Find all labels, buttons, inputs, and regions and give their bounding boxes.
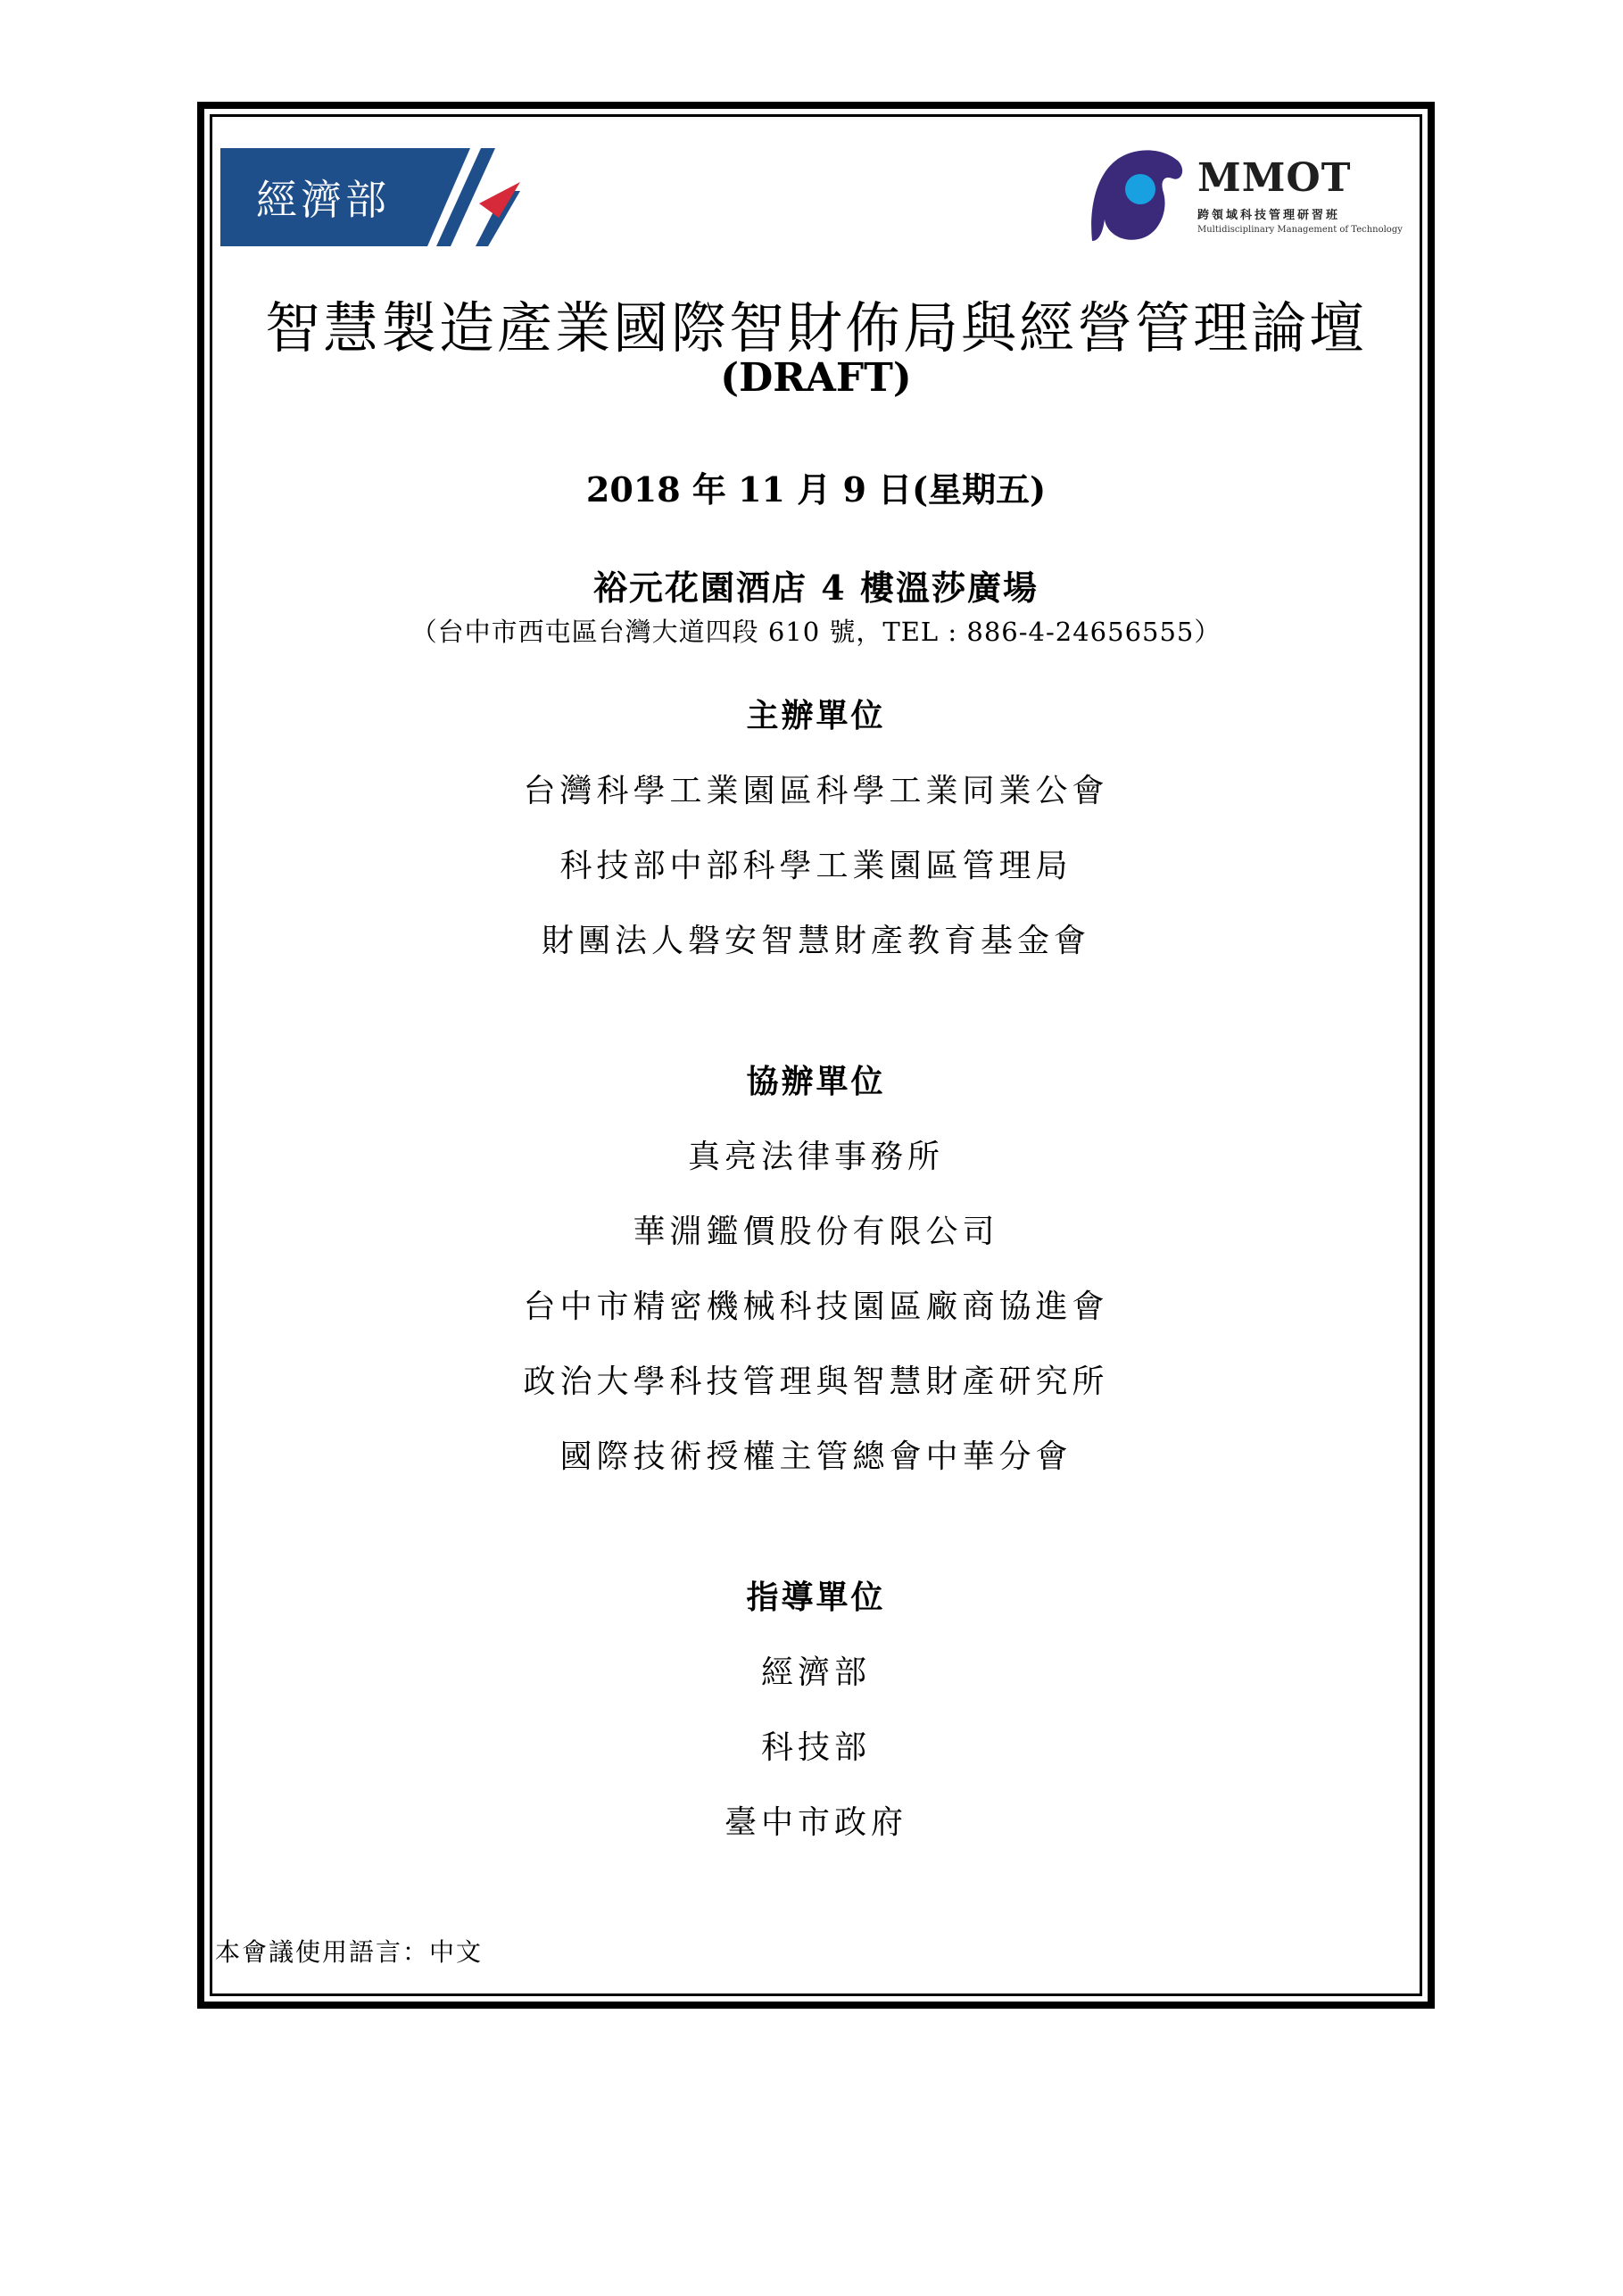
mmot-logo-title: MMOT	[1197, 155, 1352, 201]
moea-logo	[220, 148, 520, 246]
co-organizers-heading: 協辦單位	[746, 1063, 886, 1100]
co-organizer-item: 台中市精密機械科技園區廠商協進會	[523, 1289, 1109, 1325]
mmot-logo-mark	[1085, 143, 1192, 250]
organizer-item: 科技部中部科學工業園區管理局	[559, 848, 1072, 884]
draft-label: (DRAFT)	[720, 355, 912, 401]
organizer-item: 財團法人磐安智慧財產教育基金會	[541, 923, 1090, 959]
advisor-item: 科技部	[760, 1729, 871, 1766]
mmot-logo	[1085, 143, 1406, 250]
organizers-heading: 主辦單位	[746, 697, 886, 734]
mmot-logo-subtitle: 跨領域科技管理研習班	[1197, 209, 1341, 222]
venue-address: （台中市西屯區台灣大道四段 610 號，TEL : 886-4-24656555）	[410, 617, 1221, 647]
organizer-item: 台灣科學工業園區科學工業同業公會	[523, 773, 1109, 809]
mmot-logo-subtitle-en: Multidisciplinary Management of Technology	[1197, 225, 1403, 235]
co-organizer-item: 真亮法律事務所	[687, 1139, 944, 1175]
event-date: 2018 年 11 月 9 日(星期五)	[585, 469, 1047, 510]
moea-logo-text: 經濟部	[256, 176, 390, 224]
co-organizer-item: 政治大學科技管理與智慧財產研究所	[523, 1364, 1109, 1400]
forum-title: 智慧製造產業國際智財佈局與經營管理論壇	[264, 295, 1367, 361]
advisor-item: 臺中市政府	[724, 1804, 907, 1841]
advisor-item: 經濟部	[760, 1654, 871, 1691]
co-organizer-item: 華淵鑑價股份有限公司	[633, 1214, 999, 1250]
advisors-heading: 指導單位	[746, 1579, 886, 1616]
language-note: 本會議使用語言：中文	[215, 1937, 484, 1967]
event-venue: 裕元花園酒店 4 樓溫莎廣場	[593, 568, 1039, 608]
co-organizer-item: 國際技術授權主管總會中華分會	[559, 1438, 1072, 1475]
